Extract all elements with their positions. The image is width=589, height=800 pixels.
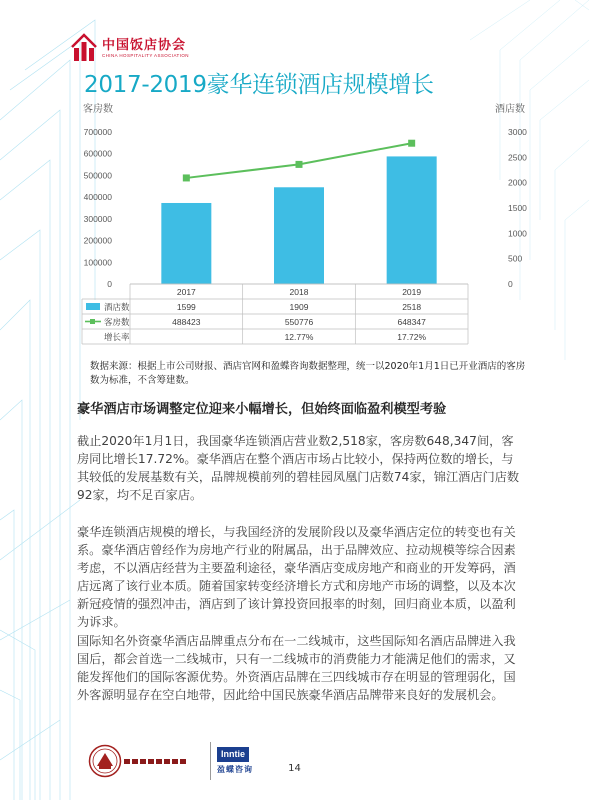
x-tick-label: 2017 <box>176 287 196 297</box>
y-left-tick-label: 200000 <box>83 235 112 246</box>
org-name-en: CHINA HOSPITALITY ASSOCIATION <box>102 52 189 58</box>
y-left-tick-label: 400000 <box>83 192 112 203</box>
y-left-tick-label: 600000 <box>83 148 112 159</box>
y-right-tick-label: 2500 <box>508 152 527 163</box>
legend-swatch-rooms-marker <box>90 319 95 324</box>
inntie-wordmark: Inntie <box>217 747 249 762</box>
y-left-tick-label: 700000 <box>83 127 112 137</box>
table-cell-rooms: 648347 <box>397 317 426 327</box>
chart-svg <box>50 100 550 372</box>
y-left-tick-label: 300000 <box>83 213 112 224</box>
bar-2017 <box>161 203 211 284</box>
table-cell-hotels: 1909 <box>289 302 309 312</box>
bar-2018 <box>274 187 324 284</box>
y-right-tick-label: 1000 <box>508 228 527 239</box>
inntie-name-cn: 盈蝶咨询 <box>217 765 253 774</box>
line-point-2017 <box>183 174 190 181</box>
y-right-tick-label: 1500 <box>508 203 527 213</box>
y-right-tick-label: 2000 <box>508 177 527 188</box>
paragraph-1: 截止2020年1月1日，我国豪华连锁酒店营业数2,518家，客房数648,347间，客房同比增长17.72%。豪华酒店在整个酒店市场占比较小，保持两位数的增长，与其较低的发展基数有关，品牌规模前列的碧桂园凤凰门店数74家，锦江酒店门店数92家，均不足百家店。 <box>77 434 520 502</box>
paragraph-2: 豪华连锁酒店规模的增长，与我国经济的发展阶段以及豪华酒店定位的转变也有关系。豪华酒店曾经作为房地产行业的附属品，出于品牌效应、拉动规模等综合因素考虑，不以酒店经营为主要盈利途径，豪华酒店变成房地产和商业的开发筹码，酒店远离了该行业本质。随着国家转变经济增长方式和房地产市场的调整，以及本次新冠疫情的强烈冲击，酒店到了该计算投资回报率的时刻，回归商业本质，以盈利为诉求。 <box>77 525 516 629</box>
x-tick-label: 2019 <box>402 287 422 297</box>
bar-2019 <box>387 156 437 284</box>
y-right-tick-label: 0 <box>508 279 513 289</box>
page-number: 14 <box>288 763 301 774</box>
y-right-tick-label: 3000 <box>508 127 527 137</box>
footer-divider <box>210 742 211 780</box>
line-series-rooms <box>186 143 411 178</box>
line-point-2019 <box>408 140 415 147</box>
footer-logos <box>88 740 253 782</box>
chart <box>50 100 550 372</box>
y-axis-right-title: 酒店数 <box>495 104 525 115</box>
table-cell-hotels: 2518 <box>402 302 422 312</box>
table-cell-hotels: 1599 <box>176 302 196 312</box>
table-cell-growth: 12.77% <box>284 332 314 342</box>
y-left-tick-label: 100000 <box>83 257 112 268</box>
legend-swatch-hotels <box>86 303 100 310</box>
table-cell-rooms: 488423 <box>172 317 201 327</box>
x-tick-label: 2018 <box>289 287 309 297</box>
table-cell-rooms: 550776 <box>284 317 314 327</box>
paragraph-3: 国际知名外资豪华酒店品牌重点分布在一二线城市，这些国际知名酒店品牌进入我国后，都会首选一二线城市，只有一二线城市的消费能力才能满足他们的需求，又能发挥他们的国际客源优势。外资酒店品牌在三四线城市存在明显的管理弱化，国外客源明显存在空白地带，因此给中国民族豪华酒店品牌带来良好的发展机会。 <box>77 634 516 702</box>
legend-label-growth: 增长率 <box>104 333 130 343</box>
association-logo-icon <box>70 33 98 63</box>
y-right-tick-label: 500 <box>508 253 523 264</box>
y-left-tick-label: 0 <box>107 279 112 289</box>
header <box>70 32 189 64</box>
legend-label-hotels: 酒店数 <box>104 303 130 313</box>
table-cell-growth: 17.72% <box>397 332 427 342</box>
page-title: 2017-2019豪华连锁酒店规模增长 <box>84 72 434 98</box>
section-heading: 豪华酒店市场调整定位迎来小幅增长，但始终面临盈利模型考验 <box>77 402 447 417</box>
org-name-cn: 中国饭店协会 <box>102 37 187 53</box>
y-axis-left-title: 客房数 <box>83 104 113 115</box>
legend-label-rooms: 客房数 <box>104 318 130 328</box>
source-note: 数据来源：根据上市公司财报、酒店官网和盈蝶咨询数据整理，统一以2020年1月1日已开业酒店的客房数为标准，不含筹建数。 <box>90 361 526 386</box>
y-left-tick-label: 500000 <box>83 170 112 181</box>
line-point-2018 <box>296 161 303 168</box>
